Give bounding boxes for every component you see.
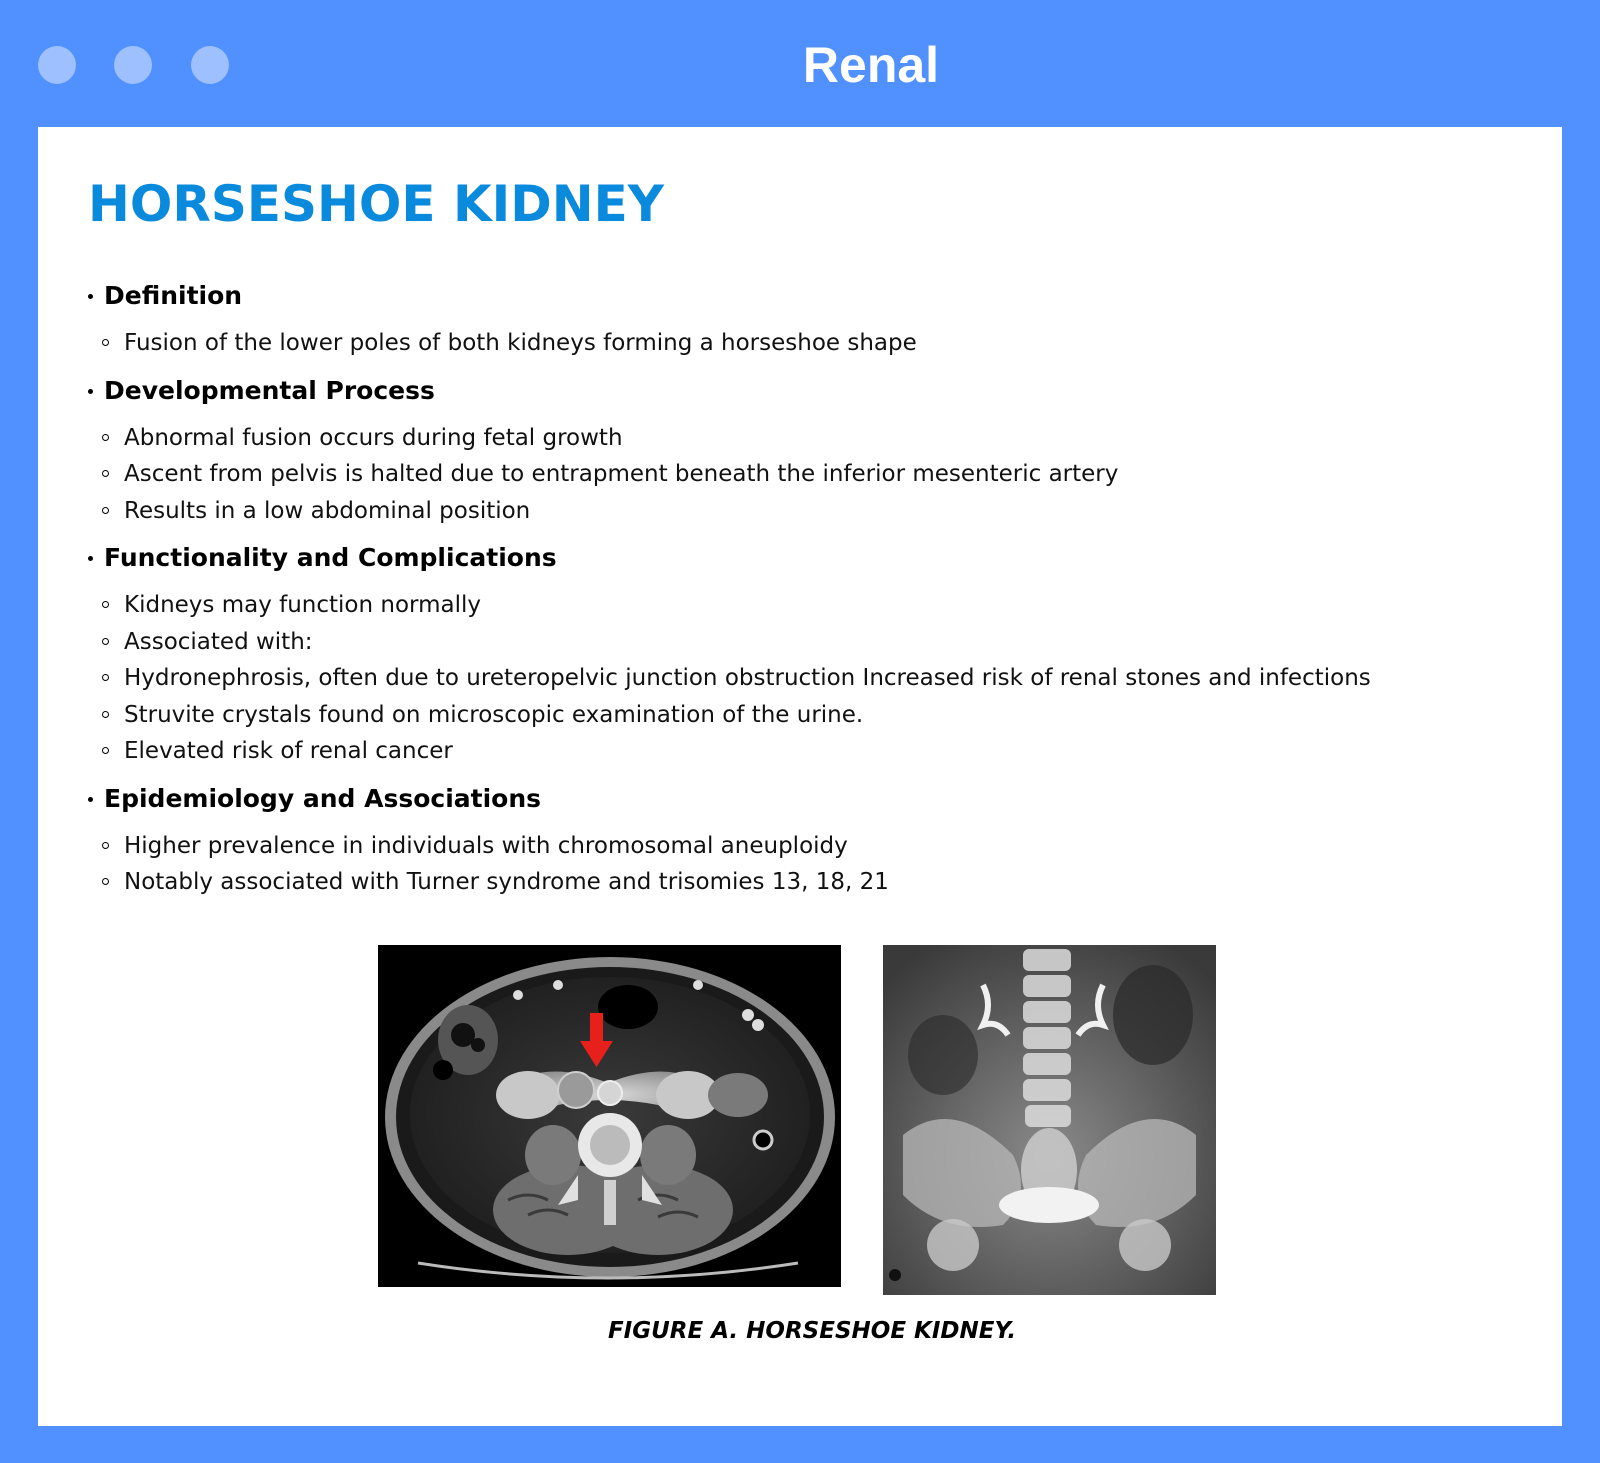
xray-illustration (883, 945, 1216, 1295)
section-title-text: Functionality and Complications (104, 543, 557, 572)
list-item-text: Elevated risk of renal cancer (124, 738, 453, 764)
list-item (88, 587, 1508, 624)
section-title (88, 279, 1508, 313)
circle-bullet-icon (102, 470, 109, 477)
figure-caption: FIGURE A. HORSESHOE KIDNEY. (607, 1318, 1017, 1344)
list-item (88, 864, 1508, 901)
section-title (88, 374, 1508, 408)
outline-list (88, 279, 1508, 913)
circle-bullet-icon (102, 747, 109, 754)
list-item-text: Associated with: (124, 628, 313, 655)
list-item (88, 420, 1508, 457)
list-item-text: Struvite crystals found on microscopic examination of the urine. (124, 701, 864, 728)
circle-bullet-icon (102, 711, 109, 718)
list-item-text: Results in a low abdominal position (124, 497, 531, 524)
section-title (88, 782, 1508, 816)
list-item (88, 493, 1508, 530)
sub-list (88, 420, 1508, 530)
section-title-text: Epidemiology and Associations (104, 783, 542, 813)
circle-bullet-icon (102, 507, 109, 514)
section-title-text: Definition (104, 281, 243, 310)
bullet-icon (88, 797, 93, 802)
list-item-text: Kidneys may function normally (124, 592, 481, 618)
bullet-icon (88, 556, 93, 561)
list-item-text: Fusion of the lower poles of both kidneys forming a horseshoe shape (124, 330, 917, 356)
ct-scan-illustration (378, 945, 841, 1287)
bullet-icon (88, 294, 93, 299)
list-item-text: Notably associated with Turner syndrome and trisomies 13, 18, 21 (124, 869, 889, 895)
circle-bullet-icon (102, 434, 109, 441)
list-item-text: Ascent from pelvis is halted due to entrapment beneath the inferior mesenteric artery (124, 461, 1119, 487)
section-title-text: Developmental Process (104, 375, 435, 405)
page-heading: HORSESHOE KIDNEY (88, 175, 665, 233)
list-item-text: Abnormal fusion occurs during fetal growth (124, 424, 623, 451)
circle-bullet-icon (102, 638, 109, 645)
sub-list (88, 587, 1508, 770)
sub-list (88, 828, 1508, 901)
circle-bullet-icon (102, 601, 109, 608)
sub-list (88, 325, 1508, 362)
section-developmental-process (88, 374, 1508, 530)
list-item (88, 660, 1508, 697)
section-title (88, 541, 1508, 575)
section-definition (88, 279, 1508, 362)
window-title: Renal (802, 37, 940, 93)
list-item (88, 456, 1508, 493)
section-epidemiology-and-associations (88, 782, 1508, 901)
list-item (88, 733, 1508, 770)
list-item (88, 624, 1508, 661)
circle-bullet-icon (102, 878, 109, 885)
circle-bullet-icon (102, 842, 109, 849)
list-item-text: Hydronephrosis, often due to ureteropelvic junction obstruction Increased risk of renal stones and infections (124, 665, 1371, 691)
list-item (88, 325, 1508, 362)
circle-bullet-icon (102, 674, 109, 681)
bullet-icon (88, 389, 93, 394)
section-functionality-and-complications (88, 541, 1508, 770)
list-item (88, 697, 1508, 734)
circle-bullet-icon (102, 339, 109, 346)
window-titlebar (0, 0, 1600, 127)
list-item (88, 828, 1508, 865)
list-item-text: Higher prevalence in individuals with chromosomal aneuploidy (124, 832, 848, 859)
ct-scan-image (378, 945, 841, 1287)
content-panel (38, 127, 1562, 1426)
xray-image (883, 945, 1216, 1295)
